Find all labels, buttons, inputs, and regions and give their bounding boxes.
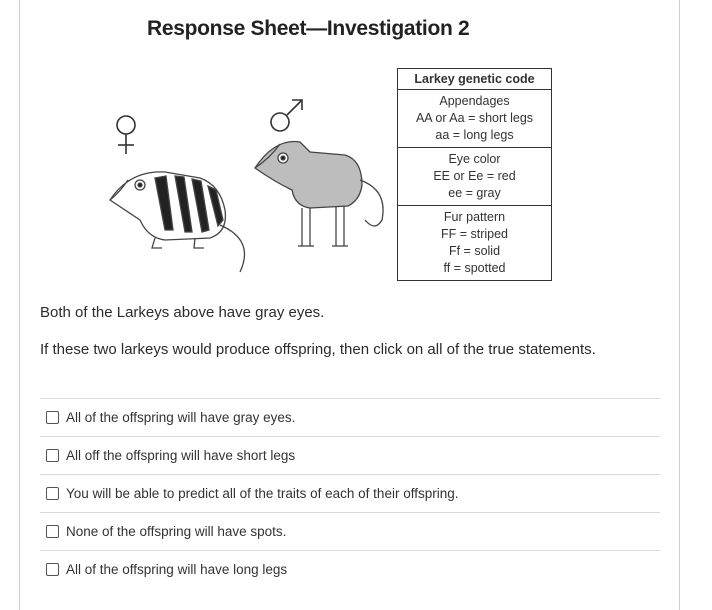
genetic-code-heading: Larkey genetic code [398,69,551,90]
option-gray-eyes[interactable] [40,398,660,436]
section-line: ff = spotted [443,261,506,275]
option-label: None of the offspring will have spots. [66,524,287,539]
female-larkey [110,172,245,272]
option-short-legs[interactable] [40,436,660,474]
answer-options [40,398,660,588]
section-name: Eye color [448,152,501,166]
checkbox[interactable] [46,487,59,500]
option-label: All of the offspring will have long legs [66,562,288,577]
option-no-spots[interactable] [40,512,660,550]
section-line: aa = long legs [435,128,514,142]
section-line: FF = striped [440,227,509,241]
male-symbol-icon [271,100,302,131]
section-line: EE or Ee = red [433,169,516,183]
female-symbol-icon [117,116,135,154]
appendages-section [398,90,551,148]
option-long-legs[interactable] [40,550,660,588]
checkbox[interactable] [46,449,59,462]
fur-pattern-section [398,206,551,280]
checkbox[interactable] [46,411,59,424]
section-name: Fur pattern [443,210,506,224]
option-label: You will be able to predict all of the traits of each of their offspring. [66,486,459,501]
male-larkey [255,142,383,246]
genetic-code-table [397,68,552,281]
section-name: Appendages [439,94,510,108]
checkbox[interactable] [46,563,59,576]
eye-color-section [398,148,551,206]
section-line: Ff = solid [448,244,501,258]
option-label: All of the offspring will have gray eyes. [66,410,296,425]
checkbox[interactable] [46,525,59,538]
prompt-gray-eyes: Both of the Larkeys above have gray eyes. [40,304,325,321]
option-predict-traits[interactable] [40,474,660,512]
section-line: ee = gray [448,186,501,200]
sheet-title: Response Sheet—Investigation 2 [147,17,470,40]
section-line: AA or Aa = short legs [415,111,534,125]
option-label: All off the offspring will have short legs [66,448,296,463]
prompt-instructions: If these two larkeys would produce offspring, then click on all of the true statements. [40,341,596,358]
